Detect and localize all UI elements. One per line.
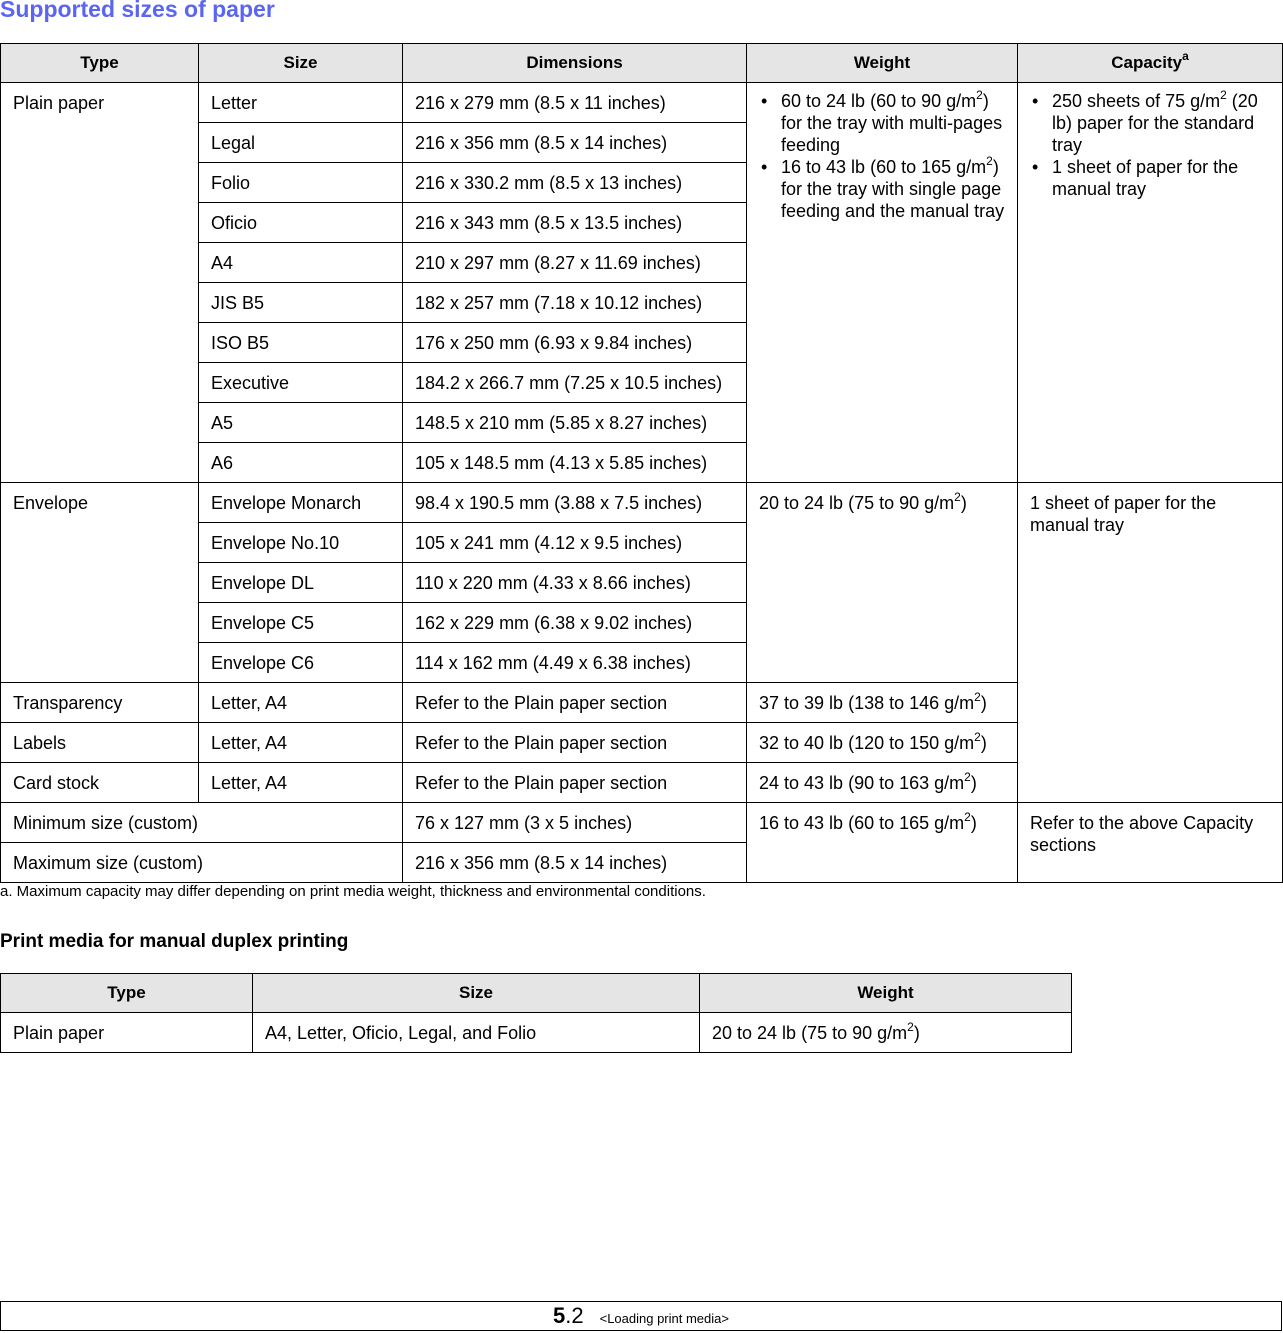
size-cell: ISO B5 — [199, 323, 403, 363]
dimensions-cell: 105 x 148.5 mm (4.13 x 5.85 inches) — [403, 443, 747, 483]
paper-sizes-table — [0, 43, 1283, 883]
duplex-media-table — [0, 973, 1072, 1053]
size-cell: A4, Letter, Oficio, Legal, and Folio — [253, 1013, 700, 1053]
dimensions-cell: 182 x 257 mm (7.18 x 10.12 inches) — [403, 283, 747, 323]
dimensions-cell: 162 x 229 mm (6.38 x 9.02 inches) — [403, 603, 747, 643]
weight-cell: 16 to 43 lb (60 to 165 $g/m^2$) — [747, 803, 1018, 883]
table-row — [1, 83, 1283, 123]
dimensions-cell: 216 x 356 mm (8.5 x 14 inches) — [403, 123, 747, 163]
list-item: • 1 sheet of paper for the manual tray — [1030, 156, 1270, 200]
table-row — [1, 1013, 1072, 1053]
size-cell: Oficio — [199, 203, 403, 243]
page-number: 5.2 — [553, 1303, 584, 1328]
dimensions-cell: Refer to the Plain paper section — [403, 723, 747, 763]
type-cell: Plain paper — [1, 1013, 253, 1053]
header-type: Type — [1, 44, 199, 83]
size-cell: JIS B5 — [199, 283, 403, 323]
header-weight: Weight — [747, 44, 1018, 83]
list-item: • 250 sheets of 75 $g/m^2$ (20 lb) paper for the standard tray — [1030, 90, 1270, 156]
header-size: Size — [253, 974, 700, 1013]
capacity-cell: 1 sheet of paper for the manual tray — [1018, 483, 1283, 803]
header-dimensions: Dimensions — [403, 44, 747, 83]
dimensions-cell: 176 x 250 mm (6.93 x 9.84 inches) — [403, 323, 747, 363]
dimensions-cell: 114 x 162 mm (4.49 x 6.38 inches) — [403, 643, 747, 683]
weight-cell: 20 to 24 lb (75 to 90 $g/m^2$) — [700, 1013, 1072, 1053]
weight-cell: 32 to 40 lb (120 to 150 $g/m^2$) — [747, 723, 1018, 763]
dimensions-cell: 98.4 x 190.5 mm (3.88 x 7.5 inches) — [403, 483, 747, 523]
dimensions-cell: 184.2 x 266.7 mm (7.25 x 10.5 inches) — [403, 363, 747, 403]
custom-max-label: Maximum size (custom) — [1, 843, 403, 883]
size-cell: Letter, A4 — [199, 683, 403, 723]
dimensions-cell: 216 x 356 mm (8.5 x 14 inches) — [403, 843, 747, 883]
header-capacity: Capacity$^a$ — [1018, 44, 1283, 83]
size-cell: A5 — [199, 403, 403, 443]
size-cell: Letter, A4 — [199, 763, 403, 803]
dimensions-cell: 210 x 297 mm (8.27 x 11.69 inches) — [403, 243, 747, 283]
size-cell: Folio — [199, 163, 403, 203]
weight-cell — [747, 83, 1018, 483]
list-item: • 60 to 24 lb (60 to 90 $g/m^2$) for the tray with multi-pages feeding — [759, 90, 1005, 156]
dimensions-cell: 110 x 220 mm (4.33 x 8.66 inches) — [403, 563, 747, 603]
capacity-cell — [1018, 83, 1283, 483]
footnote-mark: a — [1182, 49, 1189, 63]
dimensions-cell: 216 x 330.2 mm (8.5 x 13 inches) — [403, 163, 747, 203]
dimensions-cell: 105 x 241 mm (4.12 x 9.5 inches) — [403, 523, 747, 563]
header-row — [1, 44, 1283, 83]
dimensions-cell: Refer to the Plain paper section — [403, 763, 747, 803]
header-row — [1, 974, 1072, 1013]
capacity-list — [1030, 90, 1270, 200]
type-cell: Plain paper — [1, 83, 199, 483]
size-cell: Letter — [199, 83, 403, 123]
section-title: Print media for manual duplex printing — [0, 931, 349, 952]
weight-cell: 37 to 39 lb (138 to 146 $g/m^2$) — [747, 683, 1018, 723]
type-cell: Envelope — [1, 483, 199, 683]
weight-cell: 20 to 24 lb (75 to 90 $g/m^2$) — [747, 483, 1018, 683]
header-type: Type — [1, 974, 253, 1013]
size-cell: Envelope C5 — [199, 603, 403, 643]
weight-list — [759, 90, 1005, 222]
size-cell: Executive — [199, 363, 403, 403]
list-item: • 16 to 43 lb (60 to 165 $g/m^2$) for the tray with single page feeding and the manual tray — [759, 156, 1005, 222]
size-cell: Envelope DL — [199, 563, 403, 603]
size-cell: A6 — [199, 443, 403, 483]
dimensions-cell: 216 x 279 mm (8.5 x 11 inches) — [403, 83, 747, 123]
custom-min-label: Minimum size (custom) — [1, 803, 403, 843]
table-row — [1, 803, 1283, 843]
table-row — [1, 483, 1283, 523]
type-cell: Card stock — [1, 763, 199, 803]
size-cell: Envelope C6 — [199, 643, 403, 683]
footnote: a. Maximum capacity may differ depending on print media weight, thickness and environmental conditions. — [0, 883, 706, 900]
dimensions-cell: 216 x 343 mm (8.5 x 13.5 inches) — [403, 203, 747, 243]
size-cell: Letter, A4 — [199, 723, 403, 763]
size-cell: Envelope No.10 — [199, 523, 403, 563]
capacity-cell: Refer to the above Capacity sections — [1018, 803, 1283, 883]
size-cell: Legal — [199, 123, 403, 163]
size-cell: A4 — [199, 243, 403, 283]
dimensions-cell: 148.5 x 210 mm (5.85 x 8.27 inches) — [403, 403, 747, 443]
type-cell: Transparency — [1, 683, 199, 723]
page-title: Supported sizes of paper — [0, 0, 275, 22]
header-weight: Weight — [700, 974, 1072, 1013]
size-cell: Envelope Monarch — [199, 483, 403, 523]
dimensions-cell: 76 x 127 mm (3 x 5 inches) — [403, 803, 747, 843]
weight-cell: 24 to 43 lb (90 to 163 $g/m^2$) — [747, 763, 1018, 803]
type-cell: Labels — [1, 723, 199, 763]
section-name: <Loading print media> — [599, 1311, 729, 1326]
header-size: Size — [199, 44, 403, 83]
dimensions-cell: Refer to the Plain paper section — [403, 683, 747, 723]
page-footer — [0, 1301, 1282, 1331]
